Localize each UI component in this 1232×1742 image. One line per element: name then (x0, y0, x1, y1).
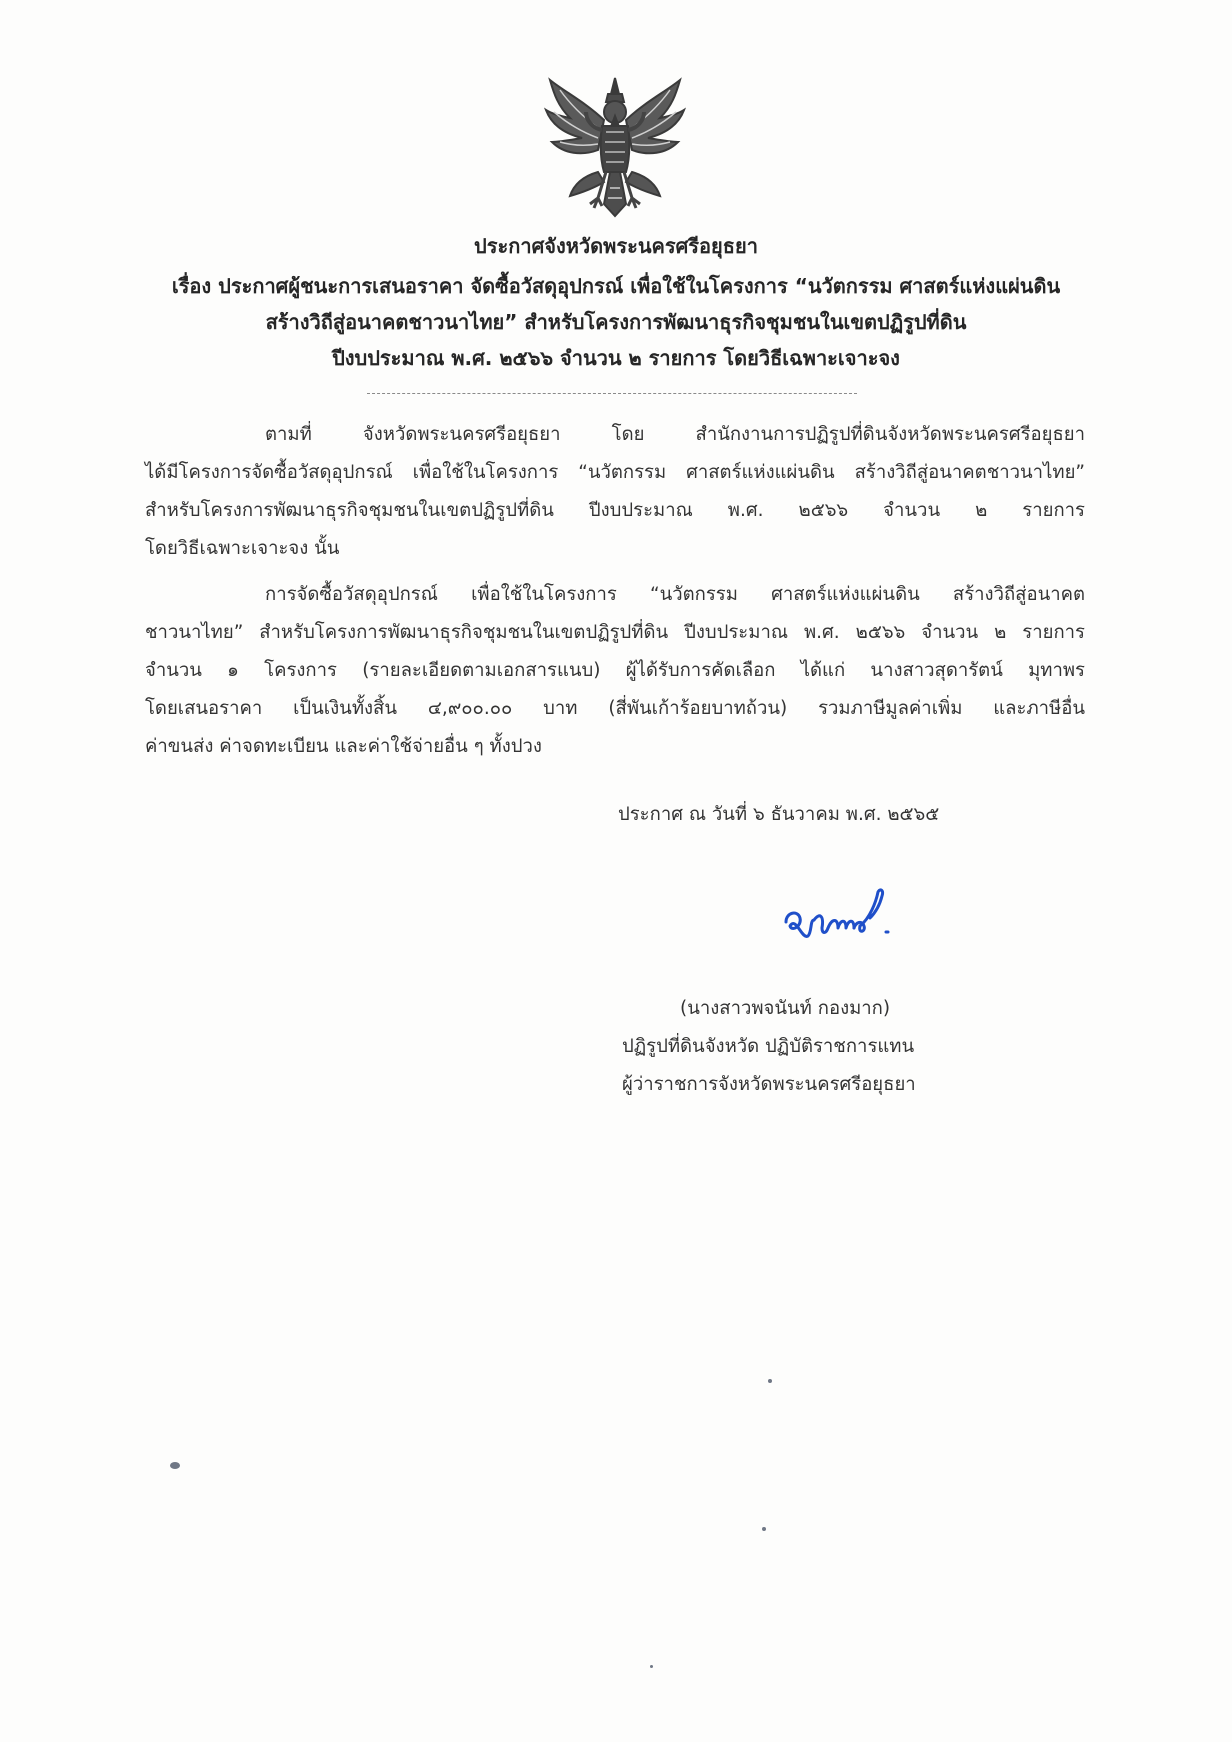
paragraph-1-line: ตามที่ จังหวัดพระนครศรีอยุธยา โดย สำนักงานการปฏิรูปที่ดินจังหวัดพระนครศรีอยุธยา (265, 424, 1085, 445)
header-divider (367, 393, 857, 394)
paragraph-2-line: จำนวน ๑ โครงการ (รายละเอียดตามเอกสารแนบ) ผู้ได้รับการคัดเลือก ได้แก่ นางสาวสุดารัตน์ มุทาพร (145, 660, 1085, 681)
garuda-emblem-icon (540, 72, 690, 222)
scan-speck (768, 1379, 772, 1383)
paragraph-1-line: โดยวิธีเฉพาะเจาะจง นั้น (145, 538, 340, 559)
paragraph-2-line: การจัดซื้อวัสดุอุปกรณ์ เพื่อใช้ในโครงการ “นวัตกรรม ศาสตร์แห่งแผ่นดิน สร้างวิถีสู่อนาคต (265, 584, 1085, 605)
scan-speck (650, 1665, 653, 1668)
paragraph-1-line: ได้มีโครงการจัดซื้อวัสดุอุปกรณ์ เพื่อใช้ในโครงการ “นวัตกรรม ศาสตร์แห่งแผ่นดิน สร้างวิถีสู่อนาคตชาวนาไทย” (145, 462, 1085, 483)
paragraph-1 (145, 416, 1085, 568)
signer-position-2: ผู้ว่าราชการจังหวัดพระนครศรีอยุธยา (622, 1074, 916, 1095)
paragraph-2-line: ค่าขนส่ง ค่าจดทะเบียน และค่าใช้จ่ายอื่น ๆ ทั้งปวง (145, 736, 542, 757)
subject-line-2: สร้างวิถีสู่อนาคตชาวนาไทย” สำหรับโครงการพัฒนาธุรกิจชุมชนในเขตปฏิรูปที่ดิน (265, 310, 967, 334)
scan-speck (170, 1462, 180, 1469)
handwritten-signature (780, 882, 910, 952)
scan-speck (762, 1527, 766, 1531)
subject-line-1: เรื่อง ประกาศผู้ชนะการเสนอราคา จัดซื้อวัสดุอุปกรณ์ เพื่อใช้ในโครงการ “นวัตกรรม ศาสตร์แห่งแผ่นดิน (171, 274, 1061, 298)
paragraph-2-line: โดยเสนอราคา เป็นเงินทั้งสิ้น ๔,๙๐๐.๐๐ บาท (สี่พันเก้าร้อยบาทถ้วน) รวมภาษีมูลค่าเพิ่ม และภาษีอื่น (145, 698, 1085, 719)
announcement-date: ประกาศ ณ วันที่ ๖ ธันวาคม พ.ศ. ๒๕๖๕ (618, 804, 940, 825)
subject-line-3: ปีงบประมาณ พ.ศ. ๒๕๖๖ จำนวน ๒ รายการ โดยวิธีเฉพาะเจาะจง (332, 346, 900, 370)
signer-block (590, 990, 1010, 1104)
paragraph-2-line: ชาวนาไทย” สำหรับโครงการพัฒนาธุรกิจชุมชนในเขตปฏิรูปที่ดิน ปีงบประมาณ พ.ศ. ๒๕๖๖ จำนวน ๒ รายการ (145, 622, 1085, 643)
paragraph-1-line: สำหรับโครงการพัฒนาธุรกิจชุมชนในเขตปฏิรูปที่ดิน ปีงบประมาณ พ.ศ. ๒๕๖๖ จำนวน ๒ รายการ (145, 500, 1085, 521)
signer-name: (นางสาวพจนันท์ กองมาก) (680, 998, 891, 1019)
signer-position-1: ปฏิรูปที่ดินจังหวัด ปฏิบัติราชการแทน (622, 1036, 915, 1057)
paragraph-2 (145, 576, 1085, 766)
announcement-title: ประกาศจังหวัดพระนครศรีอยุธยา (474, 234, 758, 258)
announcement-header (100, 228, 1132, 376)
